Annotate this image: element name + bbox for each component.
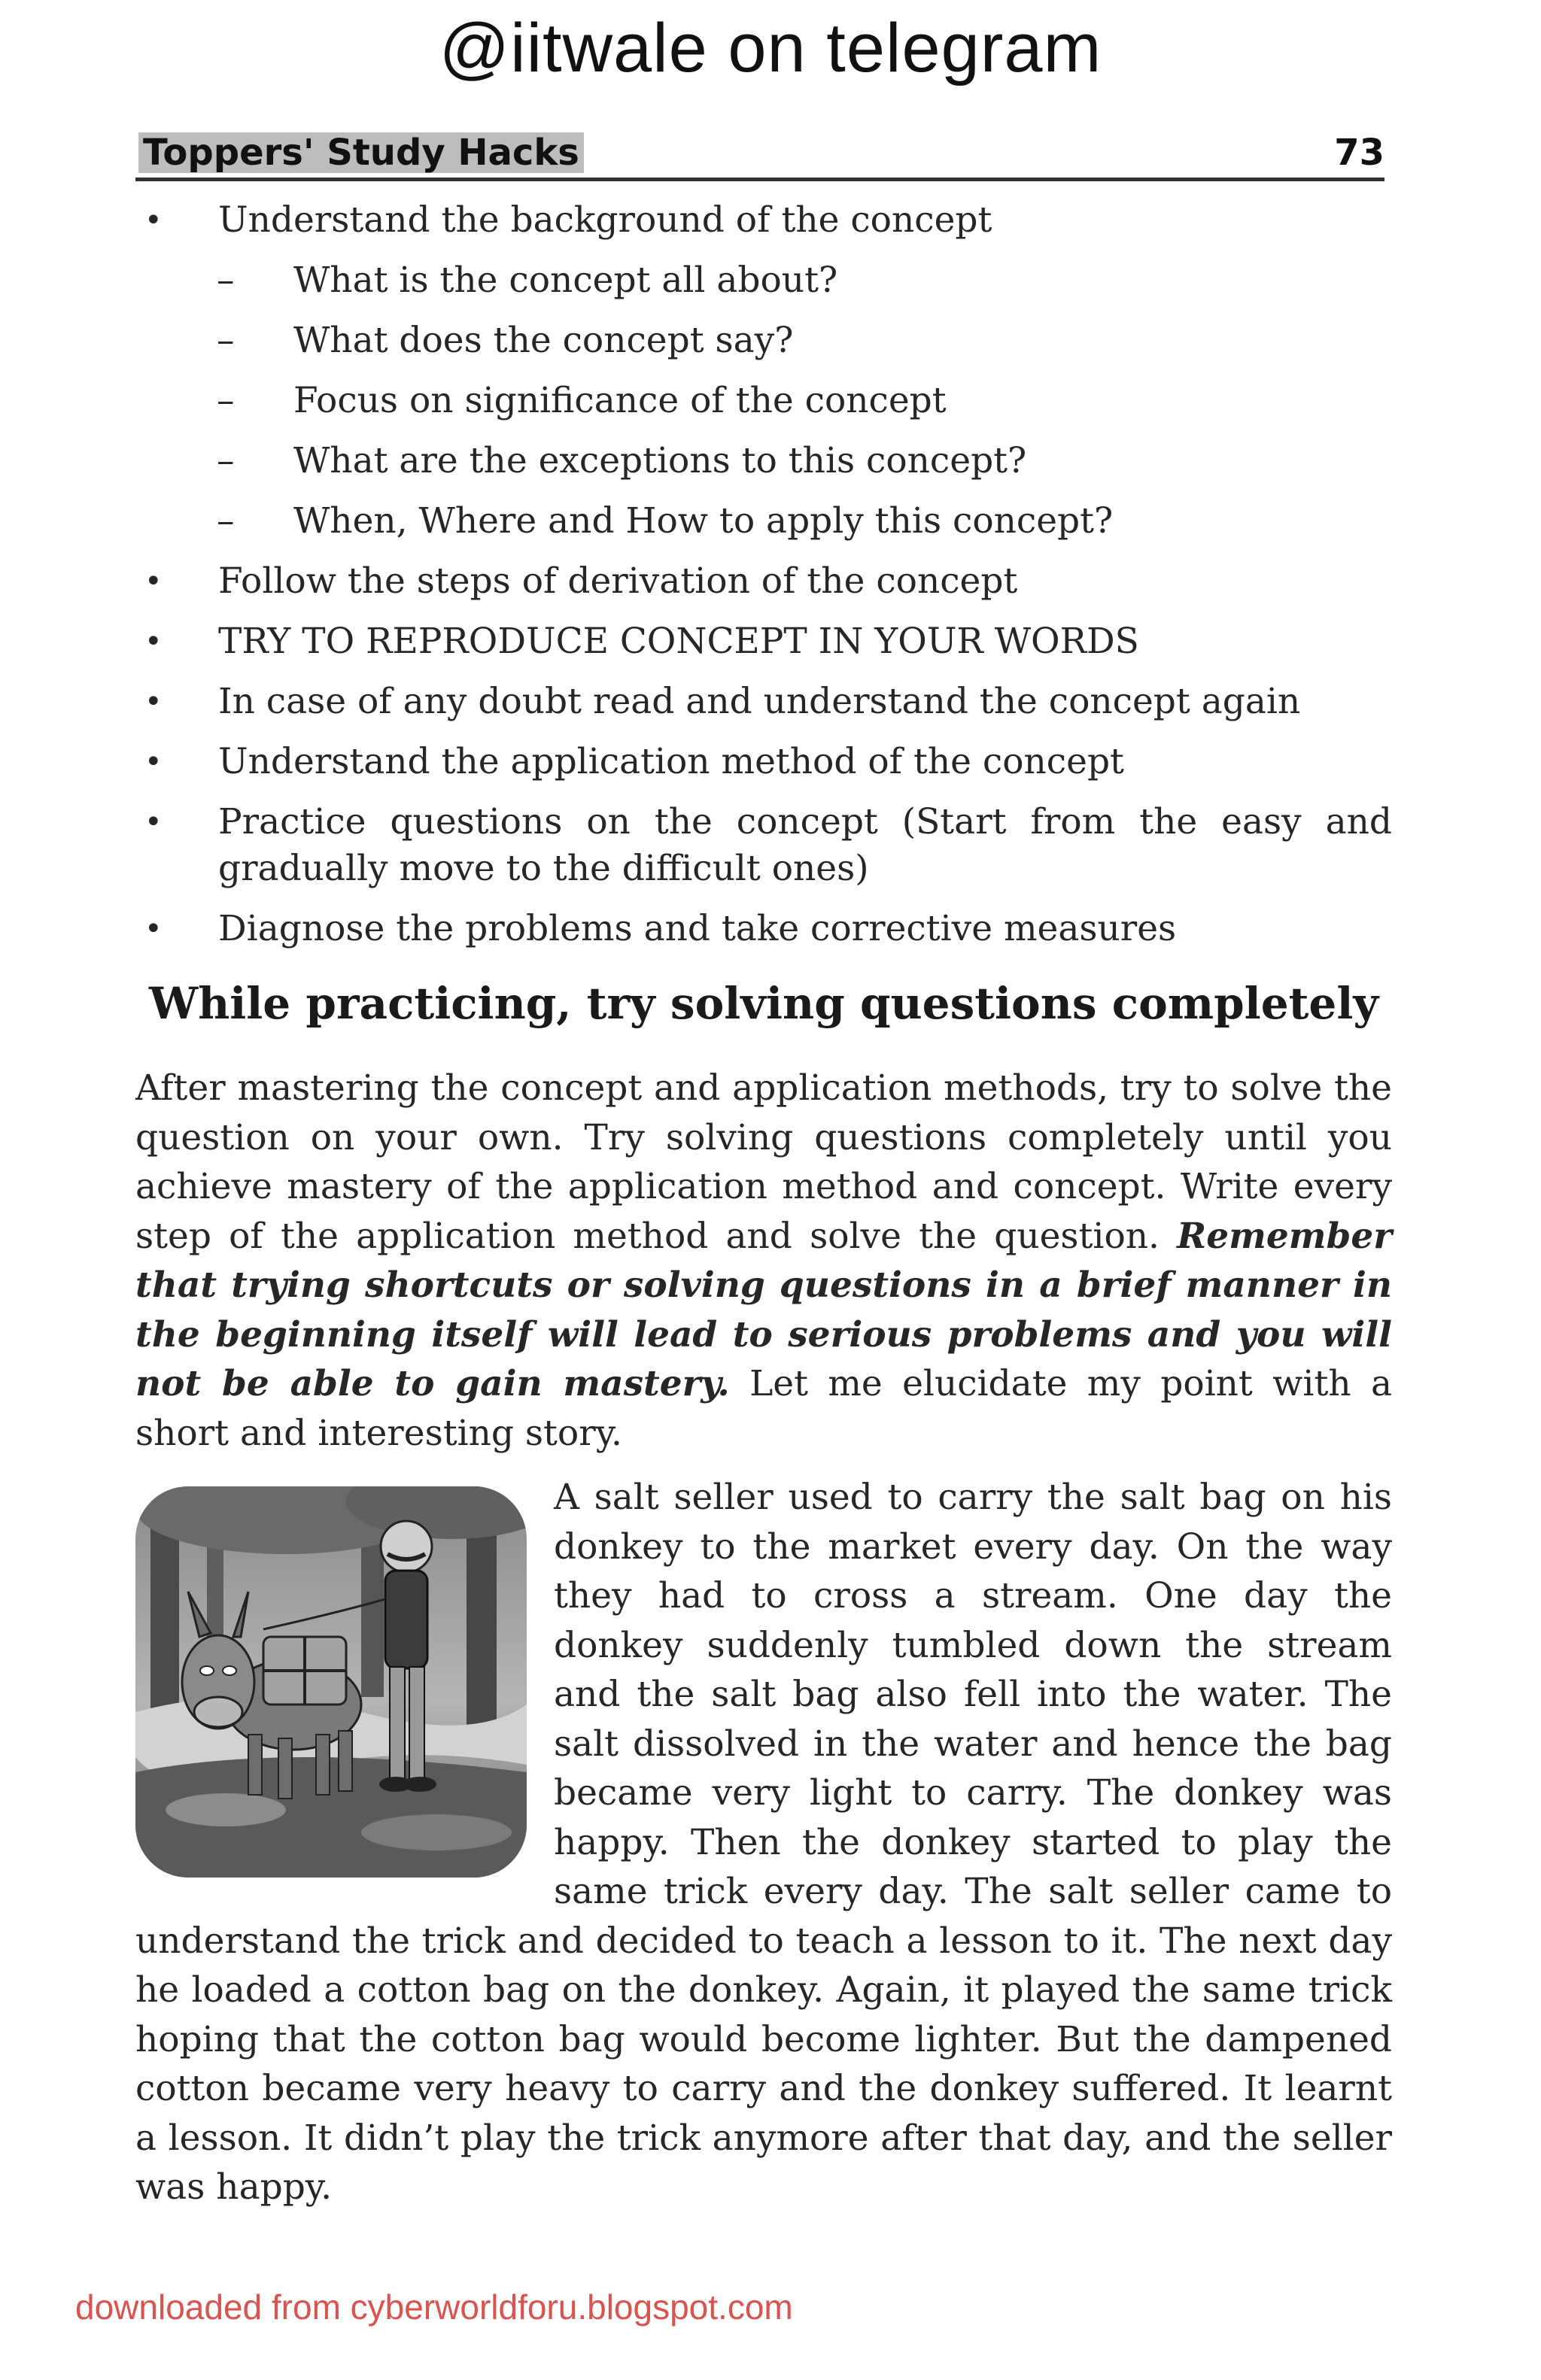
dash-icon: – bbox=[217, 500, 235, 542]
section-heading: While practicing, try solving questions completely bbox=[148, 978, 1379, 1029]
sub-list-item bbox=[135, 498, 1392, 545]
list-item bbox=[135, 558, 1392, 605]
list-item-text: Understand the application method of the concept bbox=[218, 741, 1124, 782]
paragraph-text: After mastering the concept and application methods, try to solve the question on your own. Try solving questions completely until you achieve mastery of the application method and concept. Write every step of the application method and solve the question. bbox=[135, 1067, 1392, 1257]
story-block bbox=[135, 1473, 1392, 2212]
bullet-icon: • bbox=[144, 912, 163, 946]
list-item-text: Follow the steps of derivation of the concept bbox=[218, 560, 1018, 602]
download-source-footer: downloaded from cyberworldforu.blogspot.com bbox=[75, 2287, 793, 2327]
sub-list-item bbox=[135, 438, 1392, 484]
emphasized-text: Remember that trying shortcuts or solving questions in a brief manner in the beginning itself will lead to serious problems and you will not be able to gain mastery. bbox=[135, 1215, 1392, 1404]
dash-icon: – bbox=[217, 320, 235, 361]
sub-list-item-text: What are the exceptions to this concept? bbox=[293, 440, 1027, 481]
bullet-icon: • bbox=[144, 564, 163, 599]
bullet-icon: • bbox=[144, 624, 163, 659]
list-item-text: In case of any doubt read and understand the concept again bbox=[218, 681, 1301, 722]
list-item-text: Practice questions on the concept (Start from the easy and gradually move to the difficult ones) bbox=[218, 801, 1392, 889]
bullet-icon: • bbox=[144, 805, 163, 839]
sub-list-item bbox=[135, 257, 1392, 304]
sub-list-item bbox=[135, 378, 1392, 424]
page-number: 73 bbox=[1334, 132, 1384, 174]
book-title: Toppers' Study Hacks bbox=[138, 132, 584, 173]
sub-list-item-text: What does the concept say? bbox=[293, 320, 794, 361]
sub-list-item-text: What is the concept all about? bbox=[293, 260, 838, 301]
paragraph-text: Let me elucidate my point with a short and interesting story. bbox=[135, 1363, 1392, 1454]
list-item-text: TRY TO REPRODUCE CONCEPT IN YOUR WORDS bbox=[218, 621, 1139, 662]
list-item bbox=[135, 678, 1392, 725]
sub-list-item-text: When, Where and How to apply this concept? bbox=[293, 500, 1114, 542]
list-item bbox=[135, 799, 1392, 892]
list-item bbox=[135, 906, 1392, 952]
dash-icon: – bbox=[217, 380, 235, 421]
running-header bbox=[135, 129, 1384, 181]
story-paragraph: A salt seller used to carry the salt bag on his donkey to the market every day. On the way they had to cross a stream. One day the donkey suddenly tumbled down the stream and the salt bag also fell into the water. The salt dissolved in the water and hence the bag became very light to carry. The donkey was happy. Then the donkey started to play the same trick every day. The salt seller came to understand the trick and decided to teach a lesson to it. The next day he loaded a cotton bag on the donkey. Again, it played the same trick hoping that the cotton bag would become lighter. But the dampened cotton became very heavy to carry and the donkey suffered. It learnt a lesson. It didn’t play the trick anymore after that day, and the seller was happy. bbox=[135, 1477, 1392, 2208]
donkey-illustration bbox=[135, 1486, 527, 1878]
list-item-text: Understand the background of the concept bbox=[218, 199, 992, 241]
sub-list-item bbox=[135, 317, 1392, 364]
list-item bbox=[135, 197, 1392, 244]
concept-steps-list bbox=[135, 197, 1392, 966]
list-item-text: Diagnose the problems and take corrective measures bbox=[218, 908, 1177, 949]
list-item bbox=[135, 618, 1392, 665]
sub-list-item-text: Focus on significance of the concept bbox=[293, 380, 947, 421]
bullet-icon: • bbox=[144, 745, 163, 779]
body-paragraph bbox=[135, 1064, 1392, 1458]
bullet-icon: • bbox=[144, 203, 163, 238]
telegram-watermark: @iitwale on telegram bbox=[439, 10, 1102, 87]
dash-icon: – bbox=[217, 440, 235, 481]
dash-icon: – bbox=[217, 260, 235, 301]
bullet-icon: • bbox=[144, 685, 163, 719]
list-item bbox=[135, 739, 1392, 785]
